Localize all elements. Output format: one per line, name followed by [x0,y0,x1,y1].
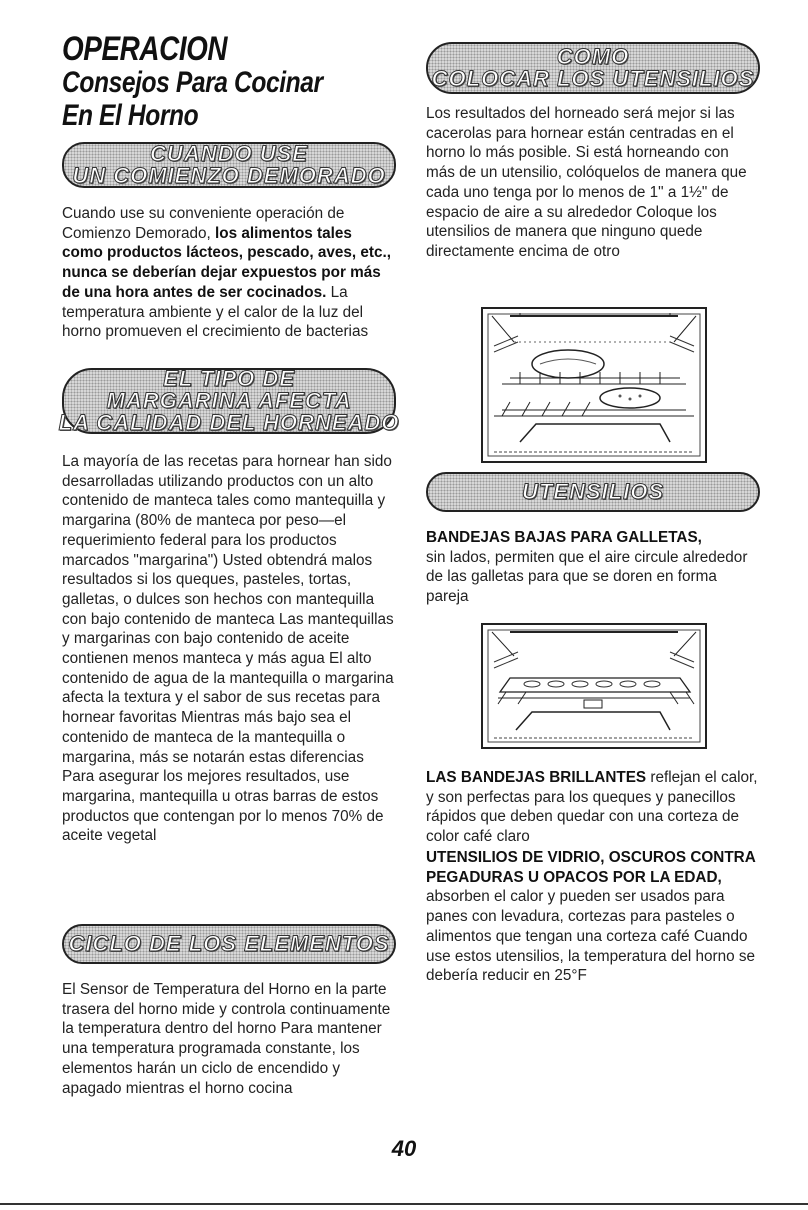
banner-text: LA CALIDAD DEL HORNEADO [58,410,400,435]
utensils-banner [426,472,760,512]
banner-text: CICLO DE LOS ELEMENTOS [68,931,390,956]
shiny-pans-heading: LAS BANDEJAS BRILLANTES [426,769,647,786]
banner-text: EL TIPO DE [163,366,295,391]
margarine-banner [58,366,400,435]
placement-banner [426,42,760,94]
banner-text: COMO [556,44,630,69]
page-number: 40 [391,1136,417,1161]
page-title: OPERACION [62,30,228,68]
cycling-banner [62,924,396,964]
banner-text: UN COMIENZO DEMORADO [72,163,386,188]
bottom-divider [0,1203,808,1205]
banner-text: CUANDO USE [150,141,308,166]
glass-utensils-heading: UTENSILIOS DE VIDRIO, OSCUROS CONTRA PEGADURAS U OPACOS POR LA EDAD, [426,849,756,886]
page-subtitle-line2: En El Horno [62,99,199,132]
banner-text: UTENSILIOS [521,479,664,504]
placement-text: Los resultados del horneado será mejor si las cacerolas para hornear están centradas en el horno lo más posible. Si está horneando con más de un utensilio, colóquelos de manera que cada uno tenga por lo menos de 1" a 1½" de espacio de aire a su alrededor Coloque los utensilios de manera que ninguno quede directamente encima de otro [426,105,747,260]
shiny-pans-desc: reflejan el calor, y son perfectas para los queques y panecillos rápidos que deben quedar con una corteza de color café claro [426,769,758,846]
cookie-sheets-text [426,528,760,607]
delayed-start-text-bold: los alimentos tales como productos lácteos, pescado, aves, etc., nunca se deberían dejar expuestos por más de una hora antes de ser cocinados. [62,224,391,301]
glass-utensils-text [426,848,760,986]
banner-text: COLOCAR LOS UTENSILIOS [431,66,755,91]
delayed-start-text [62,204,396,342]
banner-text: MARGARINA AFECTA [106,388,352,413]
glass-utensils-desc: absorben el calor y pueden ser usados para panes con levadura, cortezas para pasteles o alimentos que tengan una corteza café Cuando use estos utensilios, la temperatura del horno se debería reducir en 25°F [426,888,756,985]
delayed-start-text-rest: La temperatura ambiente y el calor de la luz del horno promueven el crecimiento de bacterias [62,283,369,341]
delayed-start-text-intro: Cuando use su conveniente operación de Comienzo Demorado, [62,205,345,242]
page-subtitle-line1: Consejos Para Cocinar [62,66,323,99]
shiny-pans-text [426,768,766,847]
cookie-sheets-desc: sin lados, permiten que el aire circule alrededor de las galletas para que se doren en forma pareja [426,548,748,606]
margarine-text: La mayoría de las recetas para hornear han sido desarrolladas utilizando productos con un alto contenido de manteca tales como mantequilla y margarina (80% de manteca por peso—el requerimiento federal para los productos marcados "margarina") Usted obtendrá malos resultados si los queques, pasteles, tortas, galletas, o dulces son hechos con mantequilla con bajo contenido de manteca Las mantequillas y margarinas con bajo contenido de aceite contienen menos manteca y más agua El alto contenido de agua de la mantequilla o margarina afecta la textura y el sabor de sus recetas para hornear favoritas Mientras más bajo sea el contenido de manteca de la mantequilla o margarina, más se notarán estas diferencias Para asegurar los mejores resultados, use margarina, mantequilla u otras barras de estos productos que contengan por lo menos 70% de aceite vegetal [62,453,394,845]
cookie-sheets-heading: BANDEJAS BAJAS PARA GALLETAS, [426,529,702,546]
oven-illustration-cookies [480,622,708,750]
oven-illustration-pans [480,306,708,464]
cycling-text: El Sensor de Temperatura del Horno en la parte trasera del horno mide y controla continuamente la temperatura dentro del horno Para mantener una temperatura programada constante, los elementos harán un ciclo de encendido y apagado mientras el horno cocina [62,981,391,1097]
delayed-start-banner [62,142,396,188]
